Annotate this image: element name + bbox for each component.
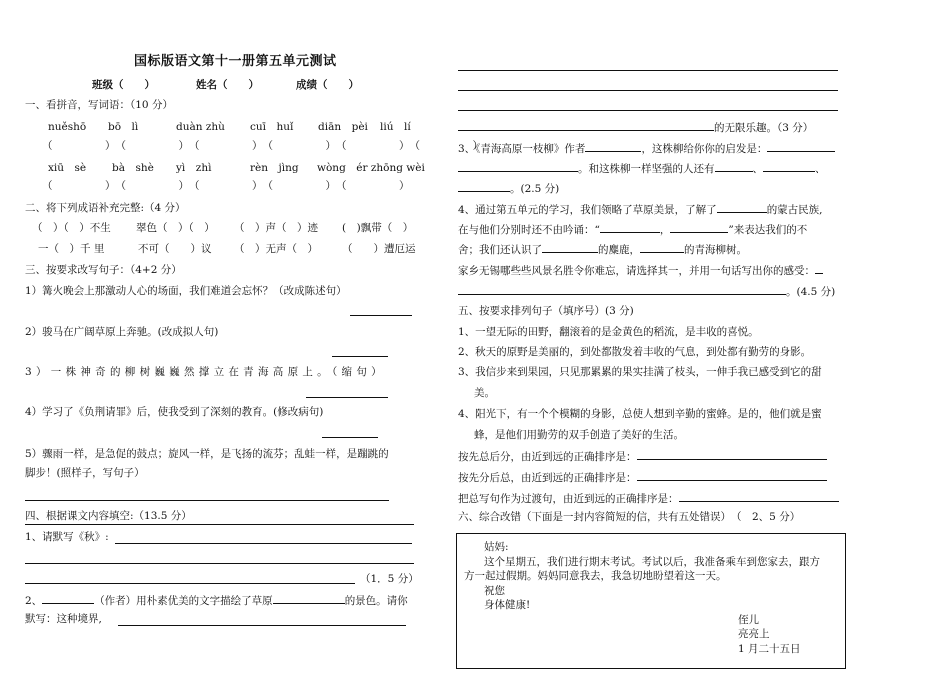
- rewrite-q3: 3）一株神奇的柳树巍巍然撑立在青海高原上。（缩句）: [25, 366, 386, 378]
- rewrite-q5-line1: 5）骤雨一样，是急促的鼓点；旋风一样，是飞扬的流芬；乱蛙一样，是蹦跳的: [25, 448, 389, 460]
- answer-line[interactable]: [306, 397, 388, 398]
- poem-blank[interactable]: [600, 221, 660, 233]
- pinyin-10: rèn jìng: [250, 162, 299, 174]
- answer-blank[interactable]: （ ）: [115, 180, 189, 192]
- answer-blank[interactable]: （ ）: [189, 180, 263, 192]
- page-title: 国标版语文第十一册第五单元测试: [134, 54, 337, 69]
- answer-line[interactable]: [25, 563, 414, 564]
- answer-blank[interactable]: [717, 201, 767, 213]
- answer-row-1: [42, 139, 483, 153]
- answer-blank[interactable]: [767, 140, 835, 152]
- answer-blank[interactable]: （ ）: [42, 140, 116, 152]
- rewrite-q2: 2）骏马在广阔草原上奔驰。(改成拟人句): [25, 326, 219, 338]
- sentence-4-cont: 蜂，是他们用勤劳的双手创造了美好的生活。: [474, 429, 684, 441]
- pinyin-8: bà shè: [112, 162, 154, 174]
- score-field: 成绩（ ）: [296, 79, 359, 91]
- letter-wish-1[interactable]: 祝您: [484, 585, 505, 597]
- class-field: 班级（ ）: [92, 79, 155, 91]
- answer-blank[interactable]: （ ）: [336, 140, 410, 152]
- fill-q3: 3、《青海高原一枝柳》作者 ，这株柳给你你的启发是：: [458, 140, 835, 156]
- letter-greeting[interactable]: 姑妈:: [484, 541, 509, 553]
- person-blank[interactable]: [715, 160, 753, 172]
- idiom-5[interactable]: 一（ ）千 里: [38, 243, 105, 255]
- fill-q4: 4、通过第五单元的学习，我们领略了草原美景，了解了 的蒙古民族,: [458, 201, 823, 217]
- sentence-1: 1、一望无际的田野，翻滚着的是金黄色的稻流，是丰收的喜悦。: [458, 326, 759, 338]
- person-blank[interactable]: [458, 180, 510, 192]
- idiom-7[interactable]: （ ）无声（ ）: [234, 243, 318, 255]
- name-field: 姓名（ ）: [196, 79, 259, 91]
- section-divider: [25, 524, 414, 525]
- section-6-heading: 六、综合改错（下面是一封内容简短的信，共有五处错误） （ 2、5 分）: [458, 511, 801, 523]
- pinyin-3: duàn zhù: [176, 121, 225, 133]
- answer-line[interactable]: [458, 90, 838, 91]
- answer-line[interactable]: [115, 543, 412, 544]
- answer-blank[interactable]: [815, 262, 823, 274]
- idiom-3[interactable]: （ ）声（ ）迹: [234, 222, 318, 234]
- pinyin-11: wòng ér zhōng wèi: [317, 162, 425, 174]
- letter-body-2[interactable]: 方一起过假期。妈妈同意我去，我急切地盼望着这一天。: [464, 570, 727, 582]
- author-blank[interactable]: [585, 140, 641, 152]
- letter-wish-2[interactable]: 身体健康!: [484, 599, 531, 611]
- order-prompt-3: 把总写句作为过渡句，由近到远的正确排序是：: [458, 490, 839, 506]
- answer-blank[interactable]: [640, 241, 684, 253]
- poem-blank[interactable]: [670, 221, 728, 233]
- answer-blank[interactable]: [458, 119, 714, 131]
- section-5-heading: 五、按要求排列句子（填序号）(3 分): [458, 305, 634, 317]
- section-2-heading: 二、将下列成语补充完整:（4 分）: [25, 202, 186, 214]
- answer-line[interactable]: [25, 500, 389, 501]
- fill-q2: 2、 （作者）用朴素优美的文字描绘了草原 的景色。请你: [25, 592, 408, 608]
- scene-blank[interactable]: [273, 592, 345, 604]
- answer-row-2: [42, 179, 410, 193]
- idiom-1[interactable]: （ ）（ ）不生: [32, 222, 111, 234]
- answer-line[interactable]: [458, 70, 838, 71]
- answer-blank[interactable]: （ ）: [42, 180, 116, 192]
- answer-blank[interactable]: （ ）: [262, 180, 336, 192]
- pinyin-4: cuī huǐ: [250, 121, 294, 133]
- fill-q4-line4: 家乡无锡哪些些风景名胜令你难忘，请选择其一，并用一句话写出你的感受：: [458, 262, 823, 278]
- letter-signature-1[interactable]: 侄儿: [738, 614, 759, 626]
- sentence-3: 3、我信步来到果园，只见那累累的果实挂满了枝头，一伸手我已感受到它的甜: [458, 366, 822, 378]
- fill-q3-line3: 。(2.5 分): [458, 180, 559, 196]
- letter-body-1[interactable]: 这个星期五，我们进行期末考试。考试以后，我准备乘车到您家去，跟方: [484, 556, 820, 568]
- answer-line[interactable]: [350, 315, 412, 316]
- answer-blank[interactable]: [542, 241, 598, 253]
- answer-line[interactable]: [458, 110, 838, 111]
- fill-q4-line5: 。(4.5 分): [458, 283, 835, 299]
- sentence-2: 2、秋天的原野是美丽的，到处都散发着丰收的气息，到处都有勤劳的身影。: [458, 346, 812, 358]
- idiom-6[interactable]: 不可（ ）议: [138, 243, 212, 255]
- answer-blank[interactable]: [458, 283, 786, 295]
- sentence-3-cont: 美。: [474, 387, 495, 399]
- letter-date[interactable]: 1 月二十五日: [738, 643, 801, 655]
- order-prompt-2: 按先分后总，由近到远的正确排序是：: [458, 469, 827, 485]
- answer-blank[interactable]: （ ）: [189, 140, 263, 152]
- section-1-heading: 一、看拼音，写词语：（10 分）: [25, 99, 173, 111]
- rewrite-q4: 4）学习了《负荆请罪》后，使我受到了深刻的教育。(修改病句): [25, 406, 324, 418]
- answer-line[interactable]: [332, 356, 388, 357]
- pinyin-5: diān pèi: [318, 121, 368, 133]
- order-blank[interactable]: [637, 469, 827, 481]
- section-4-heading: 四、根据课文内容填空:（13.5 分）: [25, 510, 192, 522]
- fill-q4-line2: 在与他们分别时还不由吟诵：“ ， ”来表达我们的不: [458, 221, 807, 237]
- fill-q1: 1、请默写《秋》:: [25, 531, 109, 543]
- answer-blank[interactable]: （ ）: [409, 140, 483, 152]
- answer-line[interactable]: [322, 437, 378, 438]
- pinyin-6: liú lí: [380, 121, 411, 133]
- fill-q4-line3: 舍；我们还认识了 的麋鹿， 的青海柳树。: [458, 241, 747, 257]
- author-blank[interactable]: [42, 592, 94, 604]
- fill-q3-line2: 。和这株柳一样坚强的人还有 、 、: [458, 160, 826, 176]
- answer-blank[interactable]: [458, 160, 578, 172]
- order-blank[interactable]: [637, 448, 827, 460]
- person-blank[interactable]: [763, 160, 815, 172]
- order-blank[interactable]: [679, 490, 839, 502]
- pinyin-7: xiū sè: [48, 162, 87, 174]
- fill-q2-end: 的无限乐趣。（3 分）: [458, 119, 813, 135]
- rewrite-q1: 1）篝火晚会上那激动人心的场面，我们难道会忘怀？（改成陈述句）: [25, 285, 347, 297]
- answer-line[interactable]: [118, 625, 406, 626]
- sentence-4: 4、阳光下，有一个个模糊的身影，总使人想到辛勤的蜜蜂。是的，他们就是蜜: [458, 408, 822, 420]
- pinyin-2: bō lì: [108, 121, 139, 133]
- answer-blank[interactable]: （ ）: [115, 140, 189, 152]
- idiom-8[interactable]: （ ）遭厄运: [342, 243, 416, 255]
- answer-blank[interactable]: （ ）: [262, 140, 336, 152]
- answer-blank[interactable]: （ ）: [336, 180, 410, 192]
- section-3-heading: 三、按要求改写句子：（4+2 分）: [25, 264, 182, 276]
- answer-line[interactable]: [25, 583, 355, 584]
- idiom-2[interactable]: 翠色（ ）（ ）: [136, 222, 215, 234]
- fill-q1-score: （1．5 分）: [360, 573, 419, 585]
- order-prompt-1: 按先总后分，由近到远的正确排序是：: [458, 448, 827, 464]
- pinyin-1: nuěshō: [48, 121, 87, 133]
- letter-signature-2[interactable]: 亮亮上: [738, 628, 770, 640]
- idiom-4[interactable]: ( )飘带（ ）: [342, 222, 414, 234]
- fill-q2-cont: 默写：这种境界,: [25, 613, 102, 625]
- pinyin-9: yì zhì: [176, 162, 212, 174]
- rewrite-q5-line2: 脚步！(照样子，写句子）: [25, 467, 145, 479]
